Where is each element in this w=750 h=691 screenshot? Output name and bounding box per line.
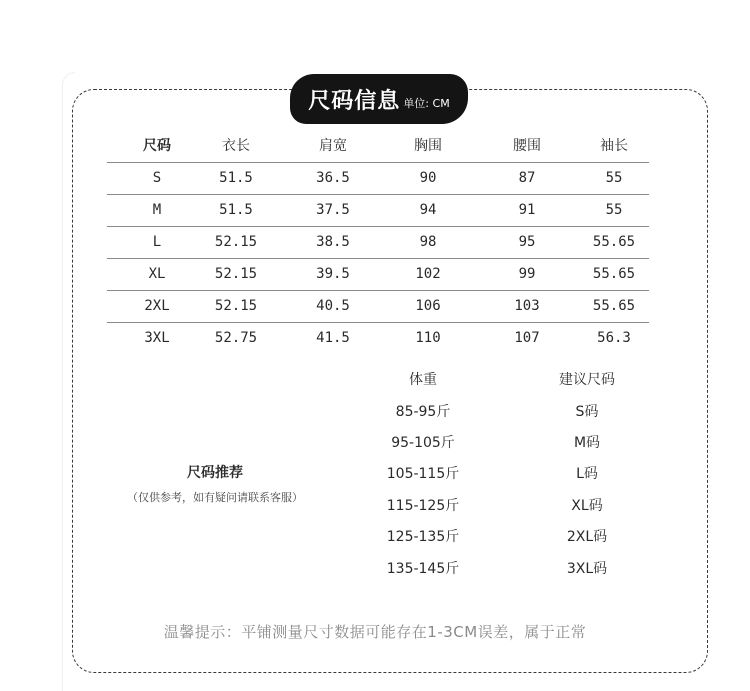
cell-length: 51.5 bbox=[219, 202, 253, 218]
header-chest: 胸围 bbox=[414, 138, 442, 154]
recommendation-title: 尺码推荐 bbox=[187, 465, 243, 481]
cell-size: M bbox=[152, 202, 162, 218]
suggested-size-cell: L码 bbox=[576, 466, 598, 482]
measurement-tip: 温馨提示：平铺测量尺寸数据可能存在1-3CM误差，属于正常 bbox=[163, 623, 587, 641]
suggested-size-cell: 3XL码 bbox=[566, 561, 608, 577]
unit-label: 单位: CM bbox=[403, 97, 450, 110]
cell-waist: 91 bbox=[518, 202, 536, 218]
title-badge bbox=[290, 74, 468, 124]
suggested-size-cell: S码 bbox=[575, 404, 599, 420]
weight-cell: 85-95斤 bbox=[395, 404, 451, 420]
cell-length: 52.15 bbox=[214, 234, 258, 250]
table-row bbox=[107, 227, 649, 259]
header-sleeve: 袖长 bbox=[600, 138, 628, 154]
weight-cell: 95-105斤 bbox=[391, 435, 455, 451]
cell-size: 3XL bbox=[144, 330, 170, 346]
cell-shoulder: 36.5 bbox=[316, 170, 350, 186]
cell-sleeve: 55 bbox=[605, 170, 623, 186]
cell-shoulder: 39.5 bbox=[316, 266, 350, 282]
suggested-size-cell: 2XL码 bbox=[566, 529, 608, 545]
cell-size: XL bbox=[148, 266, 166, 282]
suggested-size-cell: XL码 bbox=[571, 498, 603, 514]
cell-sleeve: 55.65 bbox=[592, 266, 636, 282]
cell-sleeve: 55.65 bbox=[592, 234, 636, 250]
cell-chest: 98 bbox=[419, 234, 437, 250]
cell-chest: 94 bbox=[419, 202, 437, 218]
header-suggested-size: 建议尺码 bbox=[559, 372, 615, 388]
weight-cell: 105-115斤 bbox=[386, 466, 460, 482]
cell-waist: 107 bbox=[514, 330, 540, 346]
cell-length: 52.15 bbox=[214, 298, 258, 314]
cell-sleeve: 55 bbox=[605, 202, 623, 218]
cell-chest: 102 bbox=[415, 266, 441, 282]
recommendation-note: （仅供参考，如有疑问请联系客服） bbox=[127, 491, 303, 504]
cell-length: 52.75 bbox=[214, 330, 258, 346]
size-table-header bbox=[107, 131, 649, 163]
cell-shoulder: 40.5 bbox=[316, 298, 350, 314]
header-weight: 体重 bbox=[409, 372, 437, 388]
size-table bbox=[107, 131, 649, 354]
cell-waist: 87 bbox=[518, 170, 536, 186]
cell-shoulder: 37.5 bbox=[316, 202, 350, 218]
page-title: 尺码信息 bbox=[308, 88, 401, 114]
header-size: 尺码 bbox=[143, 138, 171, 154]
cell-chest: 106 bbox=[415, 298, 441, 314]
header-length: 衣长 bbox=[222, 138, 250, 154]
cell-chest: 110 bbox=[415, 330, 441, 346]
cell-sleeve: 56.3 bbox=[597, 330, 631, 346]
cell-waist: 99 bbox=[518, 266, 536, 282]
cell-shoulder: 41.5 bbox=[316, 330, 350, 346]
weight-cell: 135-145斤 bbox=[386, 561, 460, 577]
cell-shoulder: 38.5 bbox=[316, 234, 350, 250]
cell-length: 52.15 bbox=[214, 266, 258, 282]
table-row bbox=[107, 323, 649, 354]
cell-size: S bbox=[152, 170, 162, 186]
header-shoulder: 肩宽 bbox=[319, 138, 347, 154]
cell-waist: 95 bbox=[518, 234, 536, 250]
table-row bbox=[107, 259, 649, 291]
cell-length: 51.5 bbox=[219, 170, 253, 186]
header-waist: 腰围 bbox=[513, 138, 541, 154]
cell-chest: 90 bbox=[419, 170, 437, 186]
cell-size: 2XL bbox=[144, 298, 170, 314]
weight-cell: 115-125斤 bbox=[386, 498, 460, 514]
cell-size: L bbox=[152, 234, 162, 250]
table-row bbox=[107, 291, 649, 323]
table-row bbox=[107, 195, 649, 227]
cell-sleeve: 55.65 bbox=[592, 298, 636, 314]
table-row bbox=[107, 163, 649, 195]
cell-waist: 103 bbox=[514, 298, 540, 314]
weight-cell: 125-135斤 bbox=[386, 529, 460, 545]
suggested-size-cell: M码 bbox=[573, 435, 601, 451]
